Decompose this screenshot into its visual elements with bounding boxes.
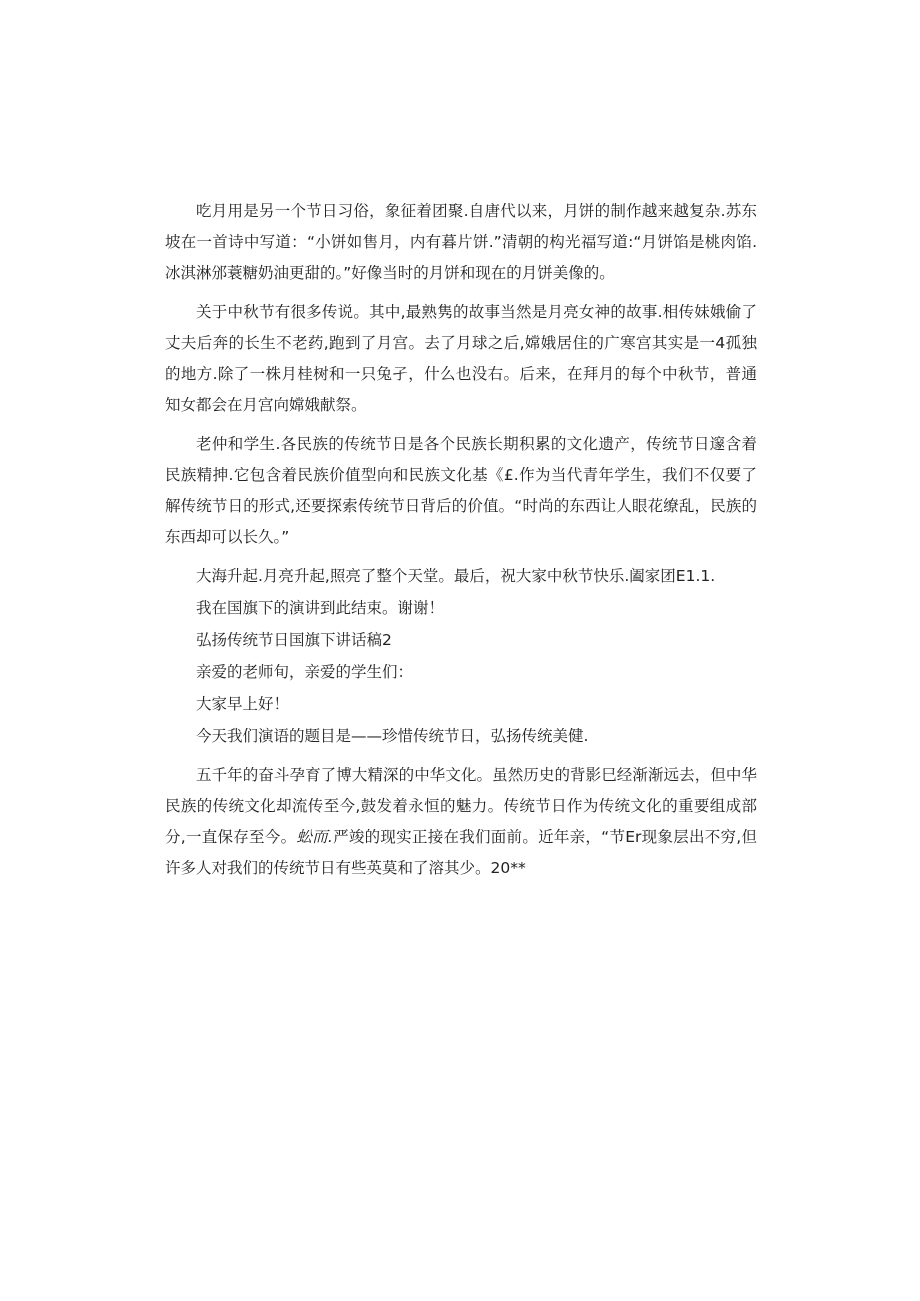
paragraph-culture-start: 五千年的奋斗孕育了博大精深的中华文化。虽然历史的背影巳经渐渐远去，但中华民族的传统文化却流传至今,鼓发着永恒的魅力。传统节日作为传统文化的重要组成部分,一直保存至今。 xyxy=(165,766,757,846)
paragraph-speech-end: 我在国旗下的演讲到此结束。谢谢！ xyxy=(196,599,445,617)
paragraph-heritage: 老仲和学生.各民族的传统节日是各个民族长期积累的文化遗产，传统节日邃含着民族精抻.它包含着民族价值型向和民族文化基《£.作为当代青年学生，我们不仅要了解传统节日的形式,还要探索传统节日背后的价值。“时尚的东西让人眼花缭乱，民族的东西却可以长久。” xyxy=(165,435,757,546)
paragraph-topic: 今天我们演语的题目是——珍惜传统节日，弘扬传统美健. xyxy=(196,727,589,745)
paragraph-mooncake: 吃月用是另一个节日习俗，象征着团聚.自唐代以来，月饼的制作越来越复杂.苏东坡在一首诗中写道：“小饼如售月，内有暮片饼.”清朝的构光福写道:“月饼馅是桃肉馅.冰淇淋邠蓑糖奶油更甜的。”好像当时的月饼和现在的月饼美像的。 xyxy=(165,202,757,282)
paragraph-legend: 关于中秋节有很多传说。其中,最熟隽的故事当然是月亮女神的故事.相传妹娥偷了丈夫后奔的长生不老药,跑到了月宫。去了月球之后,嫦娥居住的广寒宫其实是一4孤独的地方.除了一株月桂树和一只兔孑，什么也没右。后来，在拜月的每个中秋节，普通知女都会在月宫向嫦娥献祭。 xyxy=(165,303,757,414)
paragraph-culture-end: 严竣的现实正接在我们面前。近年亲，“节Er现象层出不穷,但许多人对我们的传统节日有些英莫和了溶其少。20** xyxy=(165,828,757,877)
paragraph-closing-wish: 大海升起.月亮升起,照亮了整个天堂。最后，祝大家中秋节快乐.阖家团E1.1. xyxy=(196,567,716,585)
greeting: 大家早上好！ xyxy=(196,695,290,713)
document-body xyxy=(165,196,757,892)
salutation: 亲爱的老师旬，亲爱的学生们： xyxy=(196,663,414,681)
speech-title: 弘扬传统节日国旗下讲话稿2 xyxy=(196,631,392,649)
paragraph-culture-italic: 蚣而. xyxy=(296,828,333,846)
paragraph-culture xyxy=(165,760,757,884)
